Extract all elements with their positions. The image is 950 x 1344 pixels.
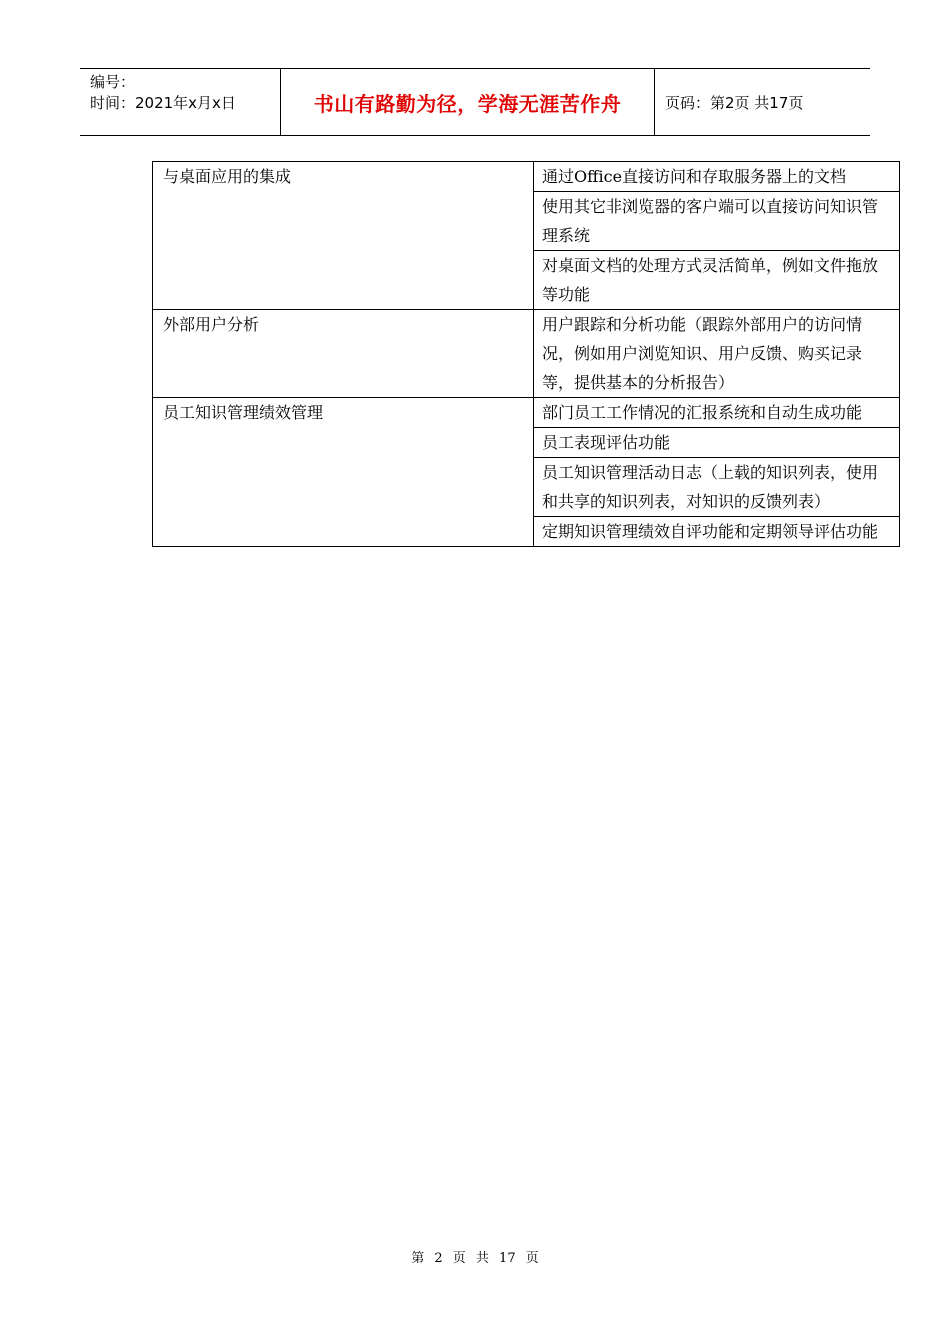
feature-table xyxy=(152,161,900,547)
document-date-label: 时间：2021年x月x日 xyxy=(90,94,236,112)
category-cell: 员工知识管理绩效管理 xyxy=(153,398,534,547)
category-cell: 与桌面应用的集成 xyxy=(153,162,534,310)
page-header xyxy=(80,68,870,136)
header-page-cell xyxy=(655,69,870,135)
header-meta xyxy=(80,69,281,135)
feature-cell: 通过Office直接访问和存取服务器上的文档 xyxy=(534,162,900,192)
table-row xyxy=(153,398,900,428)
feature-cell: 定期知识管理绩效自评功能和定期领导评估功能 xyxy=(534,517,900,547)
table-row xyxy=(153,162,900,192)
header-motto-cell xyxy=(281,69,655,135)
feature-cell: 对桌面文档的处理方式灵活简单，例如文件拖放等功能 xyxy=(534,251,900,310)
category-cell: 外部用户分析 xyxy=(153,310,534,398)
feature-cell: 员工表现评估功能 xyxy=(534,428,900,458)
feature-cell: 用户跟踪和分析功能（跟踪外部用户的访问情况，例如用户浏览知识、用户反馈、购买记录等，提供基本的分析报告） xyxy=(534,310,900,398)
feature-cell: 员工知识管理活动日志（上载的知识列表，使用和共享的知识列表，对知识的反馈列表） xyxy=(534,458,900,517)
feature-cell: 使用其它非浏览器的客户端可以直接访问知识管理系统 xyxy=(534,192,900,251)
header-motto: 书山有路勤为径，学海无涯苦作舟 xyxy=(313,91,622,116)
document-number-label: 编号： xyxy=(90,73,136,91)
page-footer: 第 2 页 共 17 页 xyxy=(411,1251,539,1266)
header-page-number: 页码：第2页 共17页 xyxy=(665,93,804,112)
feature-cell: 部门员工工作情况的汇报系统和自动生成功能 xyxy=(534,398,900,428)
table-row xyxy=(153,310,900,398)
